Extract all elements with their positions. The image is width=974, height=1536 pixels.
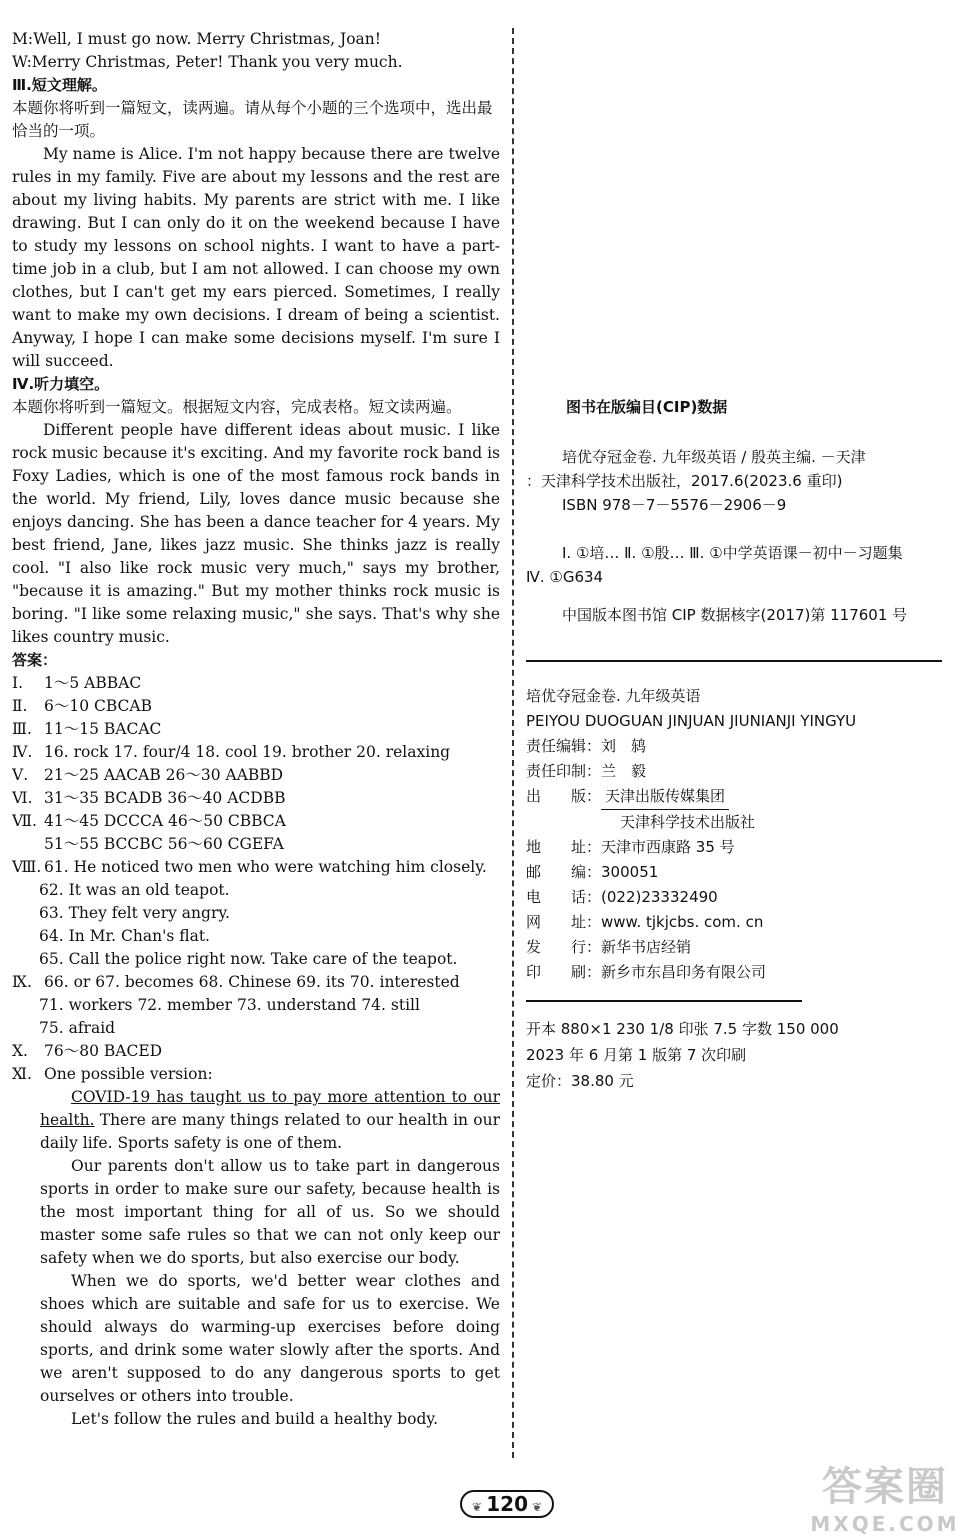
section-instruction: 本题你将听到一篇短文。根据短文内容，完成表格。短文读两遍。 — [12, 398, 462, 416]
format-line: 开本 880×1 230 1/8 印张 7.5 字数 150 000 — [526, 1020, 839, 1038]
distribution: 发 行：新华书店经销 — [526, 938, 692, 956]
left-column — [12, 28, 500, 1431]
printer: 印 刷：新乡市东昌印务有限公司 — [526, 963, 767, 981]
cip-line: Ⅳ. ①G634 — [526, 568, 604, 586]
sample-essay — [12, 1086, 500, 1431]
answer-row: 64. In Mr. Chan's flat. — [39, 927, 210, 945]
divider-line — [526, 1000, 802, 1002]
publisher-2: 天津科学技术出版社 — [620, 813, 756, 831]
answer-row: Ⅲ. 11～15 BACAC — [12, 720, 162, 738]
answer-row: Ⅶ. 41～45 DCCCA 46～50 CBBCA — [12, 812, 286, 830]
essay-paragraph: Our parents don't allow us to take part in dangerous sports in order to make sure our safety, because health is the most important thing for all of us. So we should master some safe rules so that we can not only keep our safety when we do sports, but also exercise our body. — [40, 1157, 500, 1267]
answer-row: 71. workers 72. member 73. understand 74. still — [39, 996, 420, 1014]
page-number: ❦ 120 ❦ — [460, 1490, 554, 1518]
essay-underlined: COVID-19 has taught us to pay more attention to our health. — [40, 1088, 500, 1129]
website: 网 址：www. tjkjcbs. com. cn — [526, 913, 764, 931]
answers-heading: 答案： — [12, 651, 58, 669]
cip-data — [526, 445, 966, 627]
answer-row: 65. Call the police right now. Take care of the teapot. — [39, 950, 458, 968]
answer-key — [12, 672, 500, 1086]
listening-passage: Different people have different ideas about music. I like rock music because it's exciting. And my favorite rock band is Foxy Ladies, which is one of the most famous rock bands in the world. My friend, Lily, loves dance music because she enjoys dancing. She has been a dance teacher for 4 years. My best friend, Jane, likes jazz music. She thinks jazz is really cool. "I also like rock music very much," says my brother, "because it is amazing." But my mother thinks rock music is boring. "I like some relaxing music," she says. That's why she likes country music. — [12, 421, 500, 646]
answer-row: Ⅵ. 31～35 BCADB 36～40 ACDBB — [12, 789, 286, 807]
phone: 电 话：(022)23332490 — [526, 888, 718, 906]
price-line: 定价：38.80 元 — [526, 1072, 634, 1090]
column-divider — [512, 28, 514, 1458]
answer-row: Ⅷ. 61. He noticed two men who were watching him closely. — [12, 858, 487, 876]
editor: 责任编辑：刘 鸫 — [526, 737, 647, 755]
answer-row: Ⅳ. 16. rock 17. four/4 18. cool 19. brother 20. relaxing — [12, 743, 451, 761]
answer-row: Ⅺ. One possible version: — [12, 1065, 213, 1083]
cip-line: Ⅰ. ①培… Ⅱ. ①殷… Ⅲ. ①中学英语课－初中－习题集 — [562, 544, 903, 562]
answer-row: Ⅱ. 6～10 CBCAB — [12, 697, 152, 715]
isbn: ISBN 978－7－5576－2906－9 — [562, 496, 787, 514]
section-heading: Ⅳ.听力填空。 — [12, 375, 110, 393]
essay-paragraph: COVID-19 has taught us to pay more attention to our health. There are many things related to our health in our daily life. Sports safety is one of them. — [40, 1088, 500, 1152]
cip-line: 培优夺冠金卷. 九年级英语 / 殷英主编. －天津 — [562, 448, 866, 466]
postcode: 邮 编：300051 — [526, 863, 659, 881]
book-title: 培优夺冠金卷. 九年级英语 — [526, 687, 701, 705]
essay-paragraph: Let's follow the rules and build a healthy body. — [71, 1410, 439, 1428]
cip-number: 中国版本图书馆 CIP 数据核字(2017)第 117601 号 — [562, 606, 908, 624]
answer-row: 62. It was an old teapot. — [39, 881, 230, 899]
answer-row: Ⅰ. 1～5 ABBAC — [12, 674, 142, 692]
answer-row: Ⅹ. 76～80 BACED — [12, 1042, 163, 1060]
watermark-logo: 答案圈 MXQE.COM — [810, 1464, 960, 1536]
answer-row: 51～55 BCCBC 56～60 CGEFA — [44, 835, 284, 853]
divider-line — [526, 660, 942, 662]
book-title-pinyin: PEIYOU DUOGUAN JINJUAN JIUNIANJI YINGYU — [526, 712, 857, 730]
answer-row: 75. afraid — [39, 1019, 116, 1037]
cip-line: ：天津科学技术出版社，2017.6(2023.6 重印) — [526, 472, 843, 490]
section-instruction: 本题你将听到一篇短文，读两遍。请从每个小题的三个选项中，选出最恰当的一项。 — [12, 99, 493, 140]
dialogue-line: M:Well, I must go now. Merry Christmas, Joan! — [12, 30, 382, 48]
answer-row: 63. They felt very angry. — [39, 904, 230, 922]
print-info — [526, 1016, 966, 1094]
publisher: 出 版： 天津出版传媒集团 — [526, 784, 966, 810]
publication-info — [526, 684, 966, 985]
print-manager: 责任印制：兰 毅 — [526, 762, 647, 780]
edition-line: 2023 年 6 月第 1 版第 7 次印刷 — [526, 1046, 747, 1064]
essay-paragraph: When we do sports, we'd better wear clothes and shoes which are suitable and safe for us to exercise. We should always do warming-up exercises before doing sports, and drink some water slowly after the sports. And we aren't supposed to do any dangerous sports to get ourselves or others into trouble. — [40, 1272, 500, 1405]
address: 地 址：天津市西康路 35 号 — [526, 838, 735, 856]
answer-row: Ⅴ. 21～25 AACAB 26～30 AABBD — [12, 766, 284, 784]
dialogue-line: W:Merry Christmas, Peter! Thank you very much. — [12, 53, 403, 71]
listening-passage: My name is Alice. I'm not happy because there are twelve rules in my family. Five are about my lessons and the rest are about my living habits. My parents are strict with me. I like drawing. But I can only do it on the weekend because I have to study my lessons on school nights. I want to have a part-time job in a club, but I am not allowed. I can choose my own clothes, but I can't get my ears pierced. Sometimes, I really want to make my own decisions. I dream of being a scientist. Anyway, I hope I can make some decisions myself. I'm sure I will succeed. — [12, 145, 500, 370]
answer-row: Ⅸ. 66. or 67. becomes 68. Chinese 69. its 70. interested — [12, 973, 460, 991]
section-heading: Ⅲ.短文理解。 — [12, 76, 107, 94]
cip-title: 图书在版编目(CIP)数据 — [566, 398, 728, 416]
